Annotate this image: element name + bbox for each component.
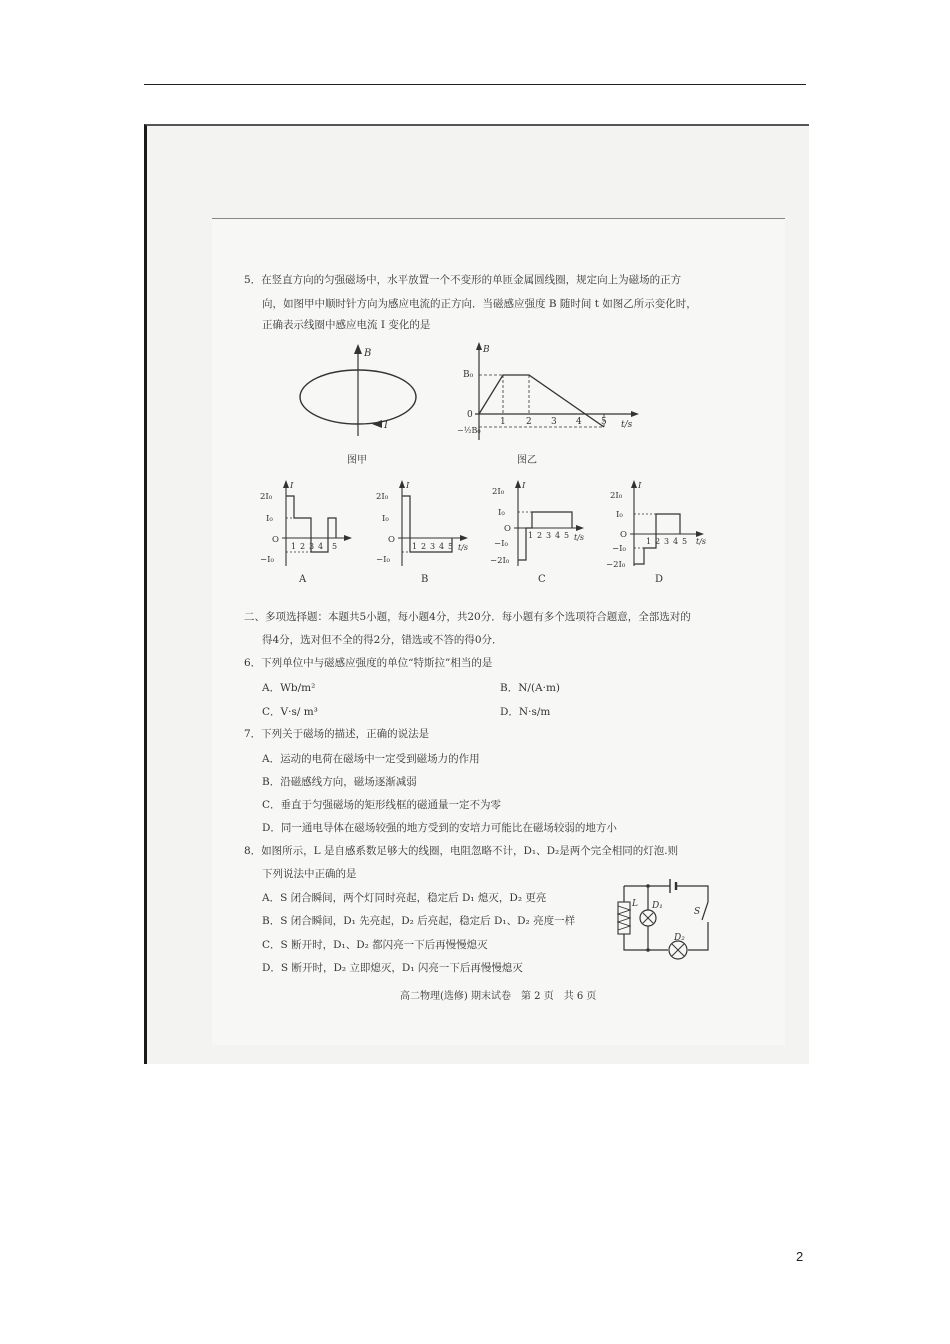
- q8-option-a: A．S 闭合瞬间，两个灯同时亮起，稳定后 D₁ 熄灭，D₂ 更亮: [262, 892, 547, 904]
- circuit-label-L: L: [632, 899, 638, 909]
- opt-a-tick-5: 5: [332, 542, 338, 551]
- opt-b-ylabel-I0: I₀: [382, 514, 389, 524]
- circuit-label-S: S: [694, 907, 701, 917]
- opt-c-axis: t/s: [574, 533, 585, 542]
- graph-b-B0: B₀: [463, 370, 474, 380]
- opt-b-tick-5: 5: [448, 542, 454, 551]
- opt-d-ylabel-I0: I₀: [616, 510, 623, 520]
- opt-c-tick-5: 5: [564, 531, 570, 540]
- opt-b-ylabel-2I0: 2I₀: [376, 492, 389, 502]
- fig-jia-label-I: I: [384, 420, 388, 431]
- opt-c-letter: C: [538, 574, 546, 585]
- q7-stem: 7．下列关于磁场的描述，正确的说法是: [244, 728, 430, 740]
- opt-c-ylabel-O: O: [504, 524, 511, 534]
- q7-option-c: C．垂直于匀强磁场的矩形线框的磁通量一定不为零: [262, 799, 502, 811]
- graph-b-negB: −½B₀: [457, 426, 481, 435]
- opt-b-ylabel-negI0: −I₀: [376, 555, 390, 565]
- fig-yi-caption: 图乙: [517, 455, 537, 466]
- opt-d-tick-3: 3: [664, 537, 670, 546]
- opt-b-letter: B: [421, 574, 429, 585]
- opt-c-ylabel-2I0: 2I₀: [492, 487, 505, 497]
- opt-b-tick-4: 4: [439, 542, 445, 551]
- opt-d-tick-2: 2: [655, 537, 661, 546]
- opt-d-ylabel-neg2I0: −2I₀: [606, 560, 626, 570]
- opt-d-tick-5: 5: [682, 537, 688, 546]
- opt-d-ylabel-negI0: −I₀: [612, 544, 626, 554]
- opt-a-axis-I: I: [290, 481, 294, 491]
- option-a-graph: [256, 478, 356, 570]
- q6-option-a: A．Wb/m²: [262, 682, 316, 694]
- opt-d-axis: t/s: [696, 537, 707, 546]
- opt-a-tick-3: 3: [309, 542, 315, 551]
- option-b-graph: [372, 478, 472, 570]
- q6-option-c: C．V·s/ m³: [262, 706, 318, 718]
- option-d-graph: [604, 478, 714, 570]
- opt-d-letter: D: [655, 574, 664, 585]
- opt-c-tick-3: 3: [546, 531, 552, 540]
- q5-line3: 正确表示线圈中感应电流 I 变化的是: [262, 319, 431, 331]
- opt-a-ylabel-negI0: −I₀: [260, 555, 274, 565]
- opt-a-tick-4: 4: [318, 542, 324, 551]
- graph-b-zero: 0: [467, 410, 473, 420]
- opt-c-axis-I: I: [522, 481, 526, 491]
- figure-jia-coil: [290, 340, 430, 440]
- q6-option-b: B．N/(A·m): [500, 682, 561, 694]
- opt-b-tick-1: 1: [412, 542, 418, 551]
- opt-a-ylabel-I0: I₀: [266, 514, 273, 524]
- opt-d-tick-1: 1: [646, 537, 652, 546]
- circuit-diagram: [608, 876, 718, 968]
- graph-b-axis: t/s: [621, 420, 633, 430]
- page-number: 2: [796, 1249, 804, 1264]
- q8-option-b: B．S 闭合瞬间，D₁ 先亮起，D₂ 后亮起，稳定后 D₁、D₂ 亮度一样: [262, 915, 576, 927]
- opt-b-tick-2: 2: [421, 542, 427, 551]
- circuit-label-D1: D₁: [652, 901, 663, 911]
- opt-a-letter: A: [299, 574, 307, 585]
- header-rule: [144, 84, 806, 85]
- fig-jia-label-B: B: [364, 348, 372, 359]
- graph-b-tick-3: 3: [551, 417, 557, 427]
- opt-b-axis: t/s: [458, 543, 469, 552]
- opt-b-ylabel-O: O: [388, 535, 395, 545]
- opt-d-ylabel-O: O: [620, 530, 627, 540]
- opt-b-axis-I: I: [406, 481, 410, 491]
- opt-c-ylabel-I0: I₀: [498, 508, 505, 518]
- opt-d-tick-4: 4: [673, 537, 679, 546]
- opt-c-ylabel-negI0: −I₀: [494, 539, 508, 549]
- q6-option-d: D．N·s/m: [500, 706, 551, 718]
- q8-option-c: C．S 断开时，D₁、D₂ 都闪亮一下后再慢慢熄灭: [262, 939, 488, 951]
- q8-stem-line1: 8．如图所示，L 是自感系数足够大的线圈，电阻忽略不计，D₁、D₂是两个完全相同的灯泡.则: [244, 845, 679, 857]
- opt-c-ylabel-neg2I0: −2I₀: [490, 556, 510, 566]
- graph-b-tick-5: 5: [601, 417, 607, 427]
- q8-stem-line2: 下列说法中正确的是: [262, 868, 357, 880]
- opt-d-axis-I: I: [638, 481, 642, 491]
- opt-a-tick-1: 1: [291, 542, 297, 551]
- opt-c-tick-4: 4: [555, 531, 561, 540]
- opt-a-ylabel-O: O: [272, 535, 279, 545]
- q8-option-d: D．S 断开时，D₂ 立即熄灭，D₁ 闪亮一下后再慢慢熄灭: [262, 962, 523, 974]
- figure-yi-graph: [455, 340, 645, 450]
- page-footer: 高二物理(选修) 期末试卷 第 2 页 共 6 页: [400, 991, 597, 1002]
- q7-option-a: A．运动的电荷在磁场中一定受到磁场力的作用: [262, 753, 480, 765]
- q7-option-b: B．沿磁感线方向，磁场逐渐减弱: [262, 776, 417, 788]
- opt-a-tick-2: 2: [300, 542, 306, 551]
- graph-b-tick-2: 2: [526, 417, 532, 427]
- opt-c-tick-1: 1: [528, 531, 534, 540]
- q7-option-d: D．同一通电导体在磁场较强的地方受到的安培力可能比在磁场较弱的地方小: [262, 822, 617, 834]
- option-c-graph: [488, 478, 588, 570]
- q6-stem: 6．下列单位中与磁感应强度的单位“特斯拉”相当的是: [244, 657, 493, 669]
- graph-b-tick-1: 1: [500, 417, 506, 427]
- graph-b-label-B: B: [483, 345, 490, 355]
- circuit-label-D2: D₂: [674, 933, 685, 943]
- opt-a-ylabel-2I0: 2I₀: [260, 492, 273, 502]
- q5-line2: 向，如图甲中顺时针方向为感应电流的正方向．当磁感应强度 B 随时间 t 如图乙所示变化时，: [262, 298, 697, 310]
- opt-c-tick-2: 2: [537, 531, 543, 540]
- opt-d-ylabel-2I0: 2I₀: [610, 491, 623, 501]
- section2-line2: 得4分，选对但不全的得2分，错选或不答的得0分．: [262, 634, 503, 646]
- section2-line1: 二、多项选择题：本题共5小题，每小题4分，共20分．每小题有多个选项符合题意，全部选对的: [244, 611, 691, 623]
- fig-jia-caption: 图甲: [347, 455, 367, 466]
- q5-line1: 5．在竖直方向的匀强磁场中，水平放置一个不变形的单匝金属圆线圈，规定向上为磁场的正方: [244, 274, 682, 286]
- opt-b-tick-3: 3: [430, 542, 436, 551]
- graph-b-tick-4: 4: [576, 417, 582, 427]
